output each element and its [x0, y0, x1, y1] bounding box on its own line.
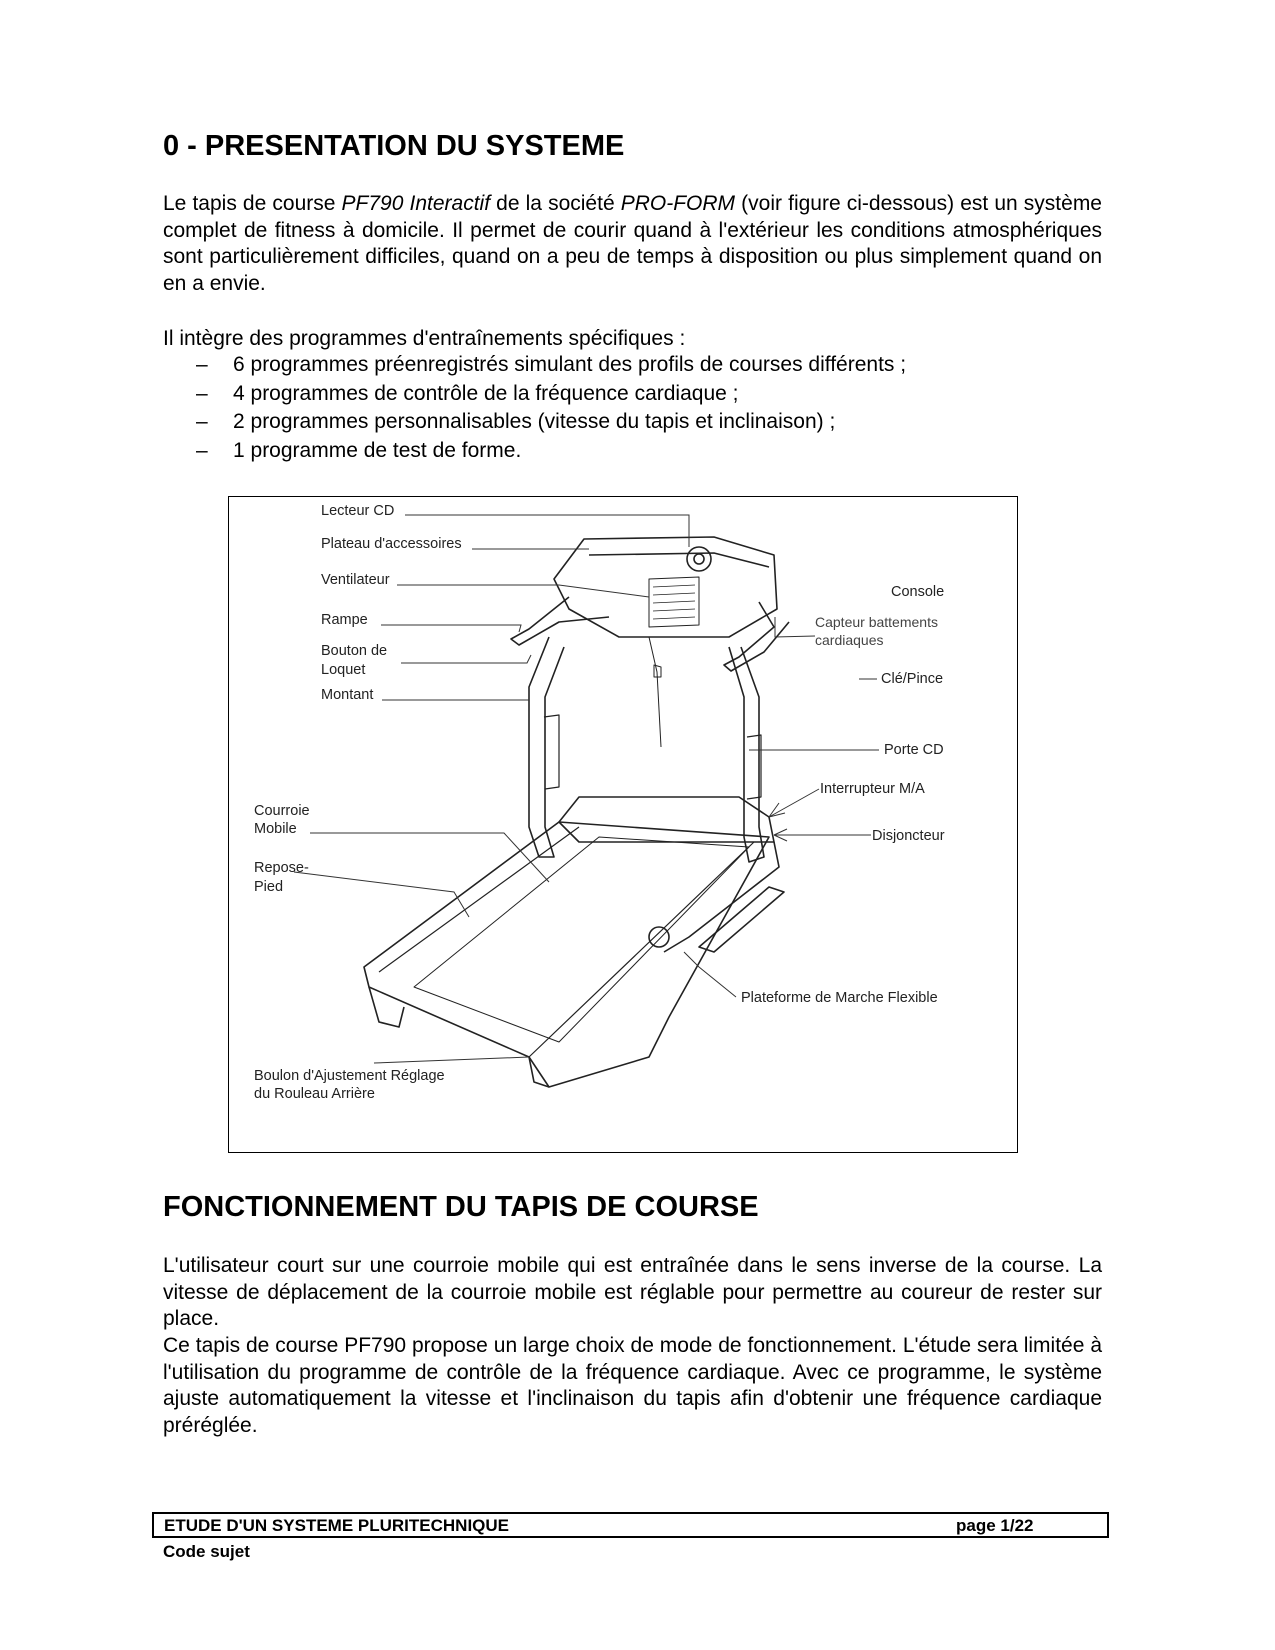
section-title-fonctionnement: FONCTIONNEMENT DU TAPIS DE COURSE: [163, 1191, 759, 1223]
list-item-text: 2 programmes personnalisables (vitesse du tapis et inclinaison) ;: [233, 410, 836, 433]
treadmill-figure: [228, 496, 1018, 1153]
footer-title: ETUDE D'UN SYSTEME PLURITECHNIQUE: [164, 1516, 510, 1535]
dash-bullet: –: [196, 353, 208, 376]
intro-text-1: Le tapis de course: [163, 192, 342, 215]
page-number: page 1/22: [956, 1516, 1034, 1535]
list-item-text: 6 programmes préenregistrés simulant des profils de courses différents ;: [233, 353, 907, 376]
list-item: [196, 353, 906, 382]
label-courroie-l1: Courroie: [254, 803, 310, 819]
label-ventilateur: Ventilateur: [321, 572, 390, 588]
label-rampe: Rampe: [321, 612, 368, 628]
intro-text-2: de la société: [490, 192, 621, 215]
label-cle-pince: Clé/Pince: [881, 671, 944, 687]
product-name: PF790 Interactif: [341, 192, 491, 215]
dash-bullet: –: [196, 381, 208, 405]
fonctionnement-paragraph-1: L'utilisateur court sur une courroie mobile qui est entraînée dans le sens inverse de la course. La vitesse de déplacement de la courroie mobile est réglable pour permettre au coureur de rester sur place.: [163, 1254, 1102, 1330]
label-capteur-l1: Capteur battements: [815, 614, 938, 630]
section-title-presentation: 0 - PRESENTATION DU SYSTEME: [163, 130, 625, 162]
label-interrupteur: Interrupteur M/A: [820, 781, 925, 797]
programs-list: [196, 353, 906, 467]
programs-intro: Il intègre des programmes d'entraînements spécifiques :: [163, 327, 686, 350]
upright-right: [729, 647, 764, 862]
deck-shape: [364, 822, 769, 1087]
console-shape: [554, 537, 777, 637]
label-boulon-l1: Boulon d'Ajustement Réglage: [254, 1068, 445, 1084]
list-item-text: 1 programme de test de forme.: [233, 438, 522, 462]
fonctionnement-paragraph-2: Ce tapis de course PF790 propose un large choix de mode de fonctionnement. L'étude sera limitée à l'utilisation du programme de contrôle de la fréquence cardiaque. Avec ce programme, le système ajuste automatiquement la vitesse et l'inclinaison du tapis afin d'obtenir une fréquence cardiaque préréglée.: [163, 1334, 1102, 1437]
code-sujet: Code sujet: [163, 1542, 250, 1561]
label-bouton-l2: Loquet: [321, 662, 366, 678]
label-plateau: Plateau d'accessoires: [321, 536, 462, 552]
label-porte-cd: Porte CD: [884, 742, 944, 758]
list-item: [196, 382, 906, 411]
dash-bullet: –: [196, 438, 208, 462]
list-item: [196, 410, 906, 439]
list-item: [196, 439, 906, 468]
label-bouton-l1: Bouton de: [321, 643, 388, 659]
label-lecteur-cd: Lecteur CD: [321, 503, 395, 519]
label-montant: Montant: [321, 687, 374, 703]
handrail-left: [511, 597, 609, 645]
label-boulon-l2: du Rouleau Arrière: [254, 1086, 375, 1102]
label-repose-l1: Repose-: [254, 860, 309, 876]
label-disjoncteur: Disjoncteur: [872, 828, 945, 844]
brand-name: PRO-FORM: [620, 192, 736, 215]
page-footer: [152, 1512, 1109, 1538]
intro-paragraph: [163, 191, 1102, 297]
label-capteur-l2: cardiaques: [815, 632, 884, 648]
dash-bullet: –: [196, 410, 208, 433]
label-plateforme: Plateforme de Marche Flexible: [741, 990, 938, 1006]
label-console: Console: [891, 584, 945, 600]
list-item-text: 4 programmes de contrôle de la fréquence cardiaque ;: [233, 381, 739, 405]
label-courroie-l2: Mobile: [254, 821, 297, 837]
intro-text-3: (voir figure ci-dessous) est un système complet de fitness à domicile. Il permet de courir quand à l'extérieur les conditions atmosphériques sont particulièrement difficiles, quand on a peu de temps à disposition ou plus simplement quand on en a envie.: [163, 192, 1102, 295]
label-repose-l2: Pied: [254, 879, 284, 895]
